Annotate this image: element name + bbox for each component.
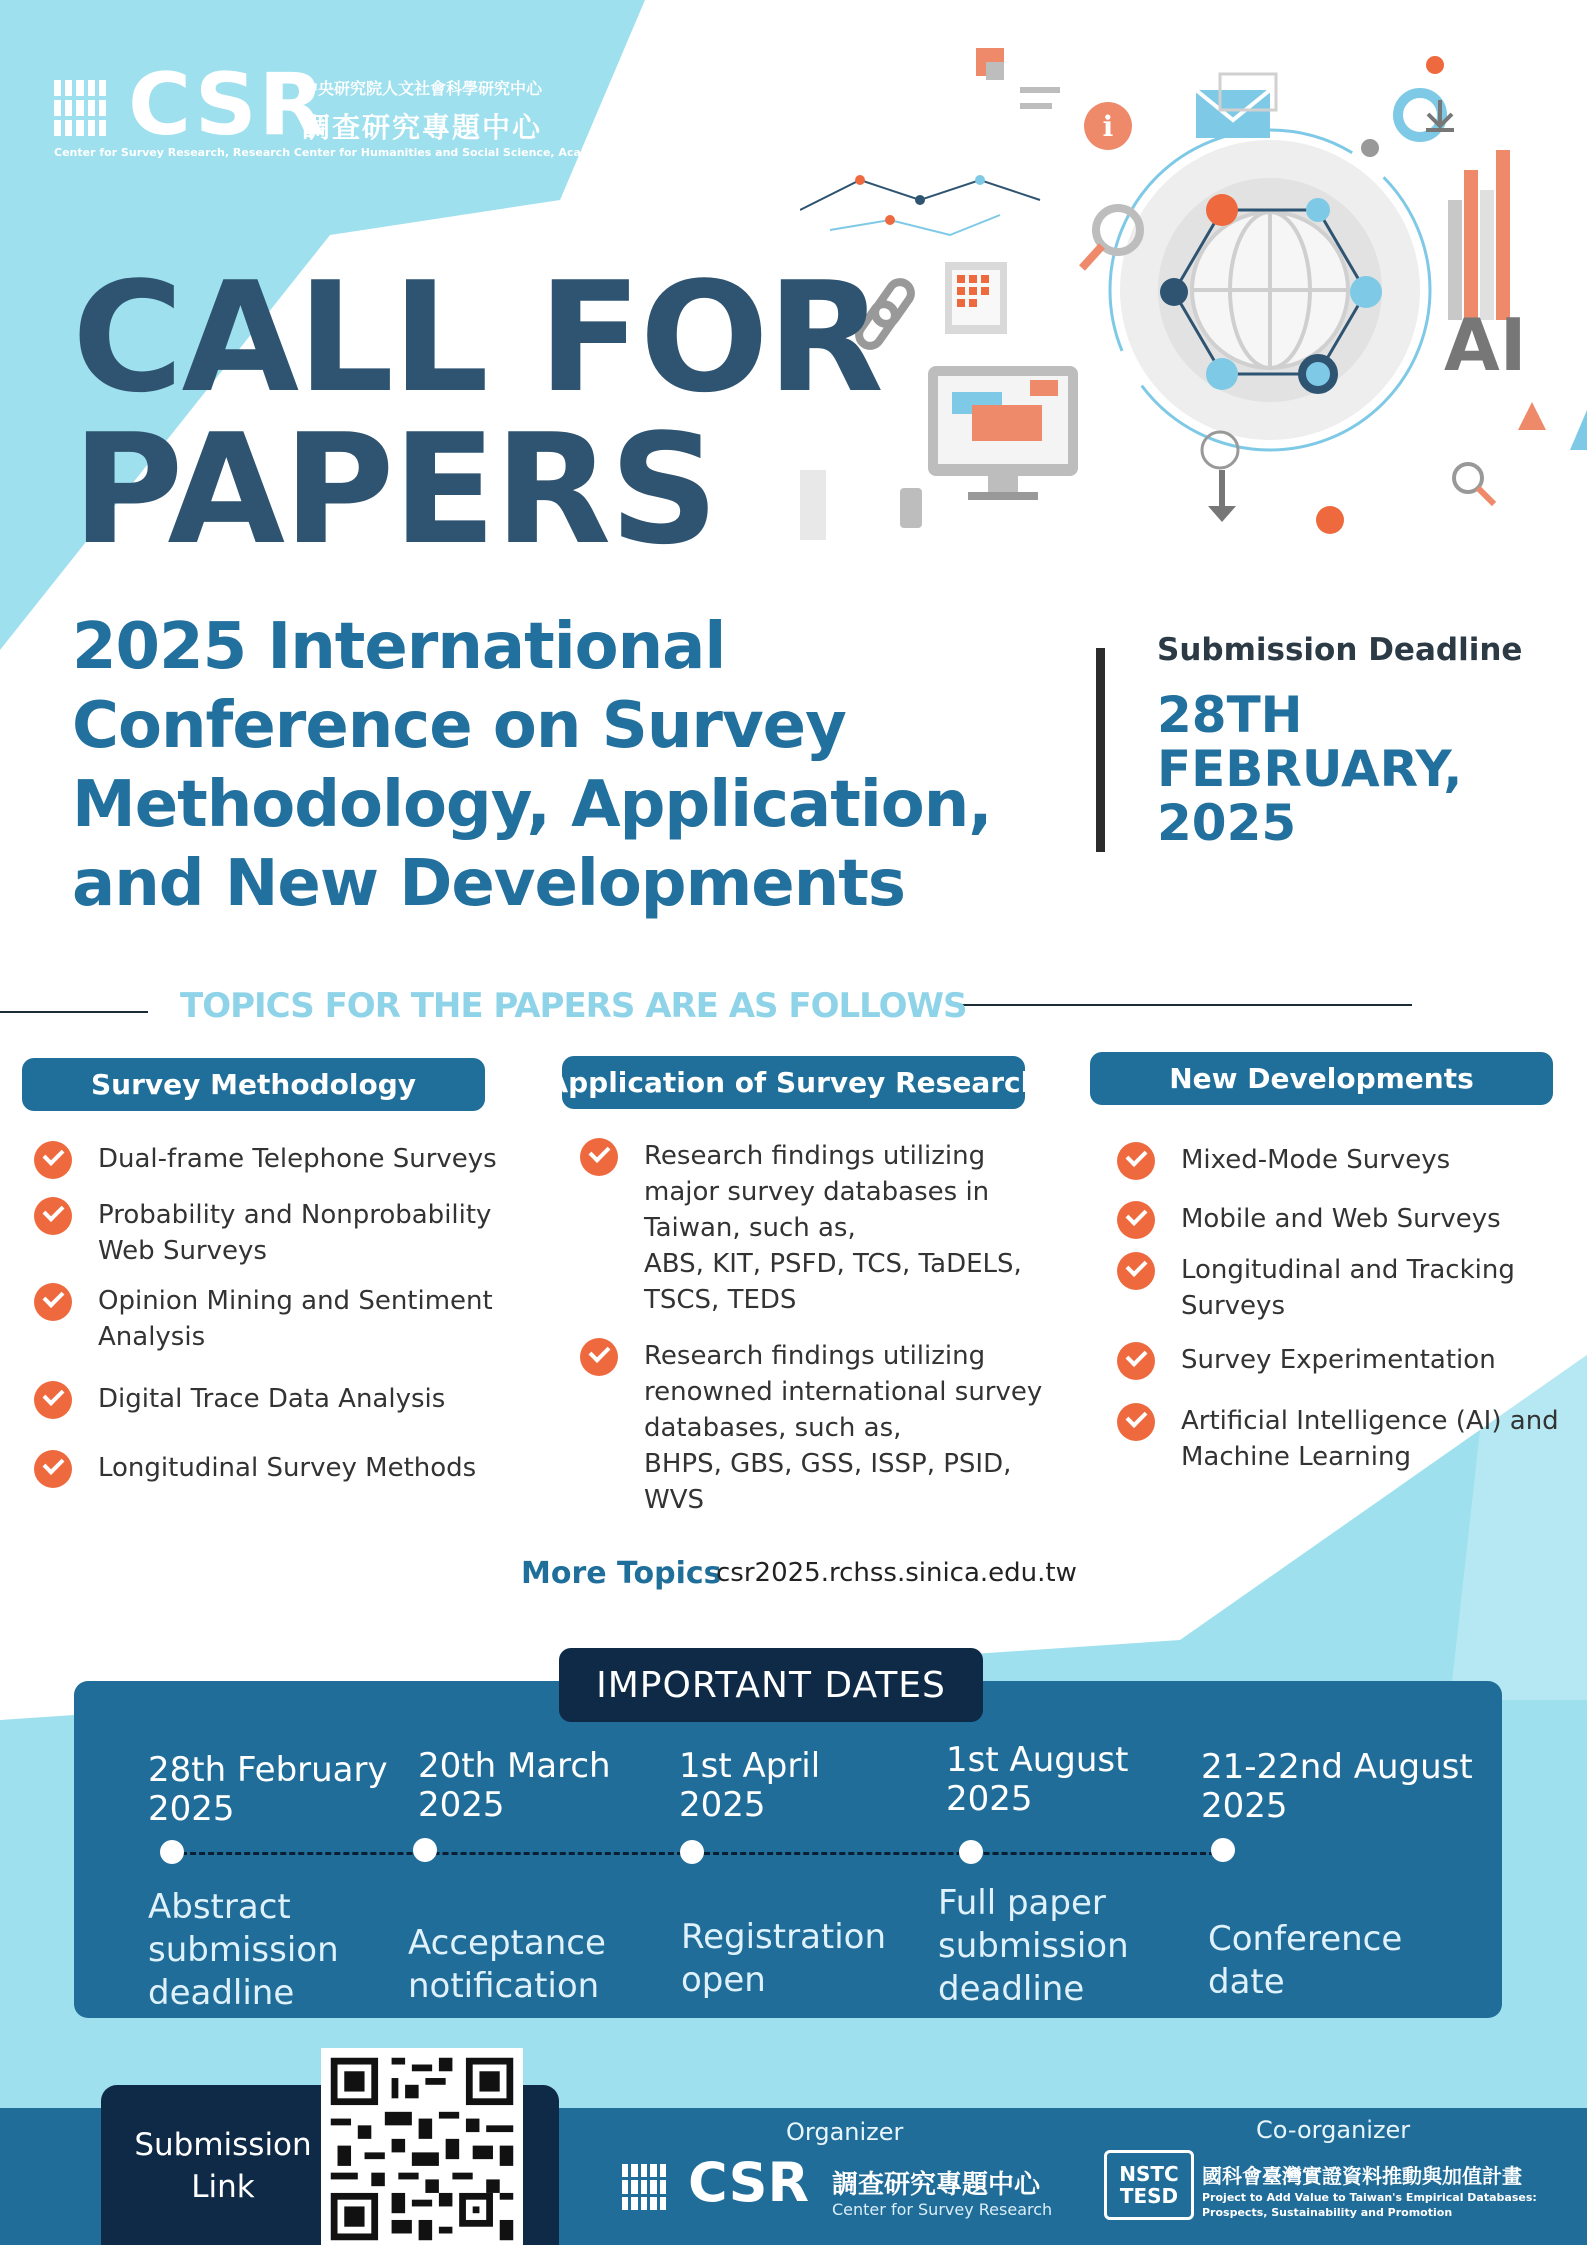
deadline-divider bbox=[1096, 648, 1105, 852]
topic-item: Digital Trace Data Analysis bbox=[34, 1381, 445, 1419]
center-name-en: Center for Survey Research, Research Center for Humanities and Social Science, Academia Sinica bbox=[54, 146, 660, 159]
check-icon bbox=[580, 1338, 618, 1376]
tech-illustration bbox=[800, 30, 1587, 550]
important-dates-title: IMPORTANT DATES bbox=[559, 1648, 983, 1722]
organizer-label: Organizer bbox=[786, 2118, 904, 2146]
topic-item: Research findings utilizing renowned international survey databases, such as, BHPS, GBS, GSS, ISSP, PSID, WVS bbox=[580, 1338, 1042, 1518]
title-line-1: CALL FOR bbox=[72, 249, 882, 426]
timeline-event: Full paper submission deadline bbox=[938, 1883, 1129, 2009]
topics-heading: TOPICS FOR THE PAPERS ARE AS FOLLOWS bbox=[180, 986, 967, 1026]
check-icon bbox=[34, 1450, 72, 1488]
check-icon bbox=[34, 1141, 72, 1179]
csr-logo-mark bbox=[54, 80, 106, 136]
submission-link-label: Submission Link bbox=[134, 2127, 312, 2205]
timeline-date: 1st August 2025 bbox=[946, 1740, 1129, 1819]
check-icon bbox=[34, 1283, 72, 1321]
timeline-event: Abstract submission deadline bbox=[148, 1887, 339, 2013]
deadline-label: Submission Deadline bbox=[1157, 632, 1523, 668]
organizer-name-cn: 調查研究專題中心 bbox=[832, 2170, 1041, 2200]
nstc-tesd-logo: NSTC TESD bbox=[1104, 2150, 1194, 2220]
topic-item: Survey Experimentation bbox=[1117, 1342, 1496, 1380]
timeline-event: Registration open bbox=[681, 1917, 887, 2000]
check-icon bbox=[580, 1138, 618, 1176]
topic-item: Dual-frame Telephone Surveys bbox=[34, 1141, 497, 1179]
topic-item: Research findings utilizing major survey databases in Taiwan, such as, ABS, KIT, PSFD, TCS, TaDELS, TSCS, TEDS bbox=[580, 1138, 1022, 1318]
check-icon bbox=[1117, 1201, 1155, 1239]
csr-logo-text: CSR bbox=[128, 55, 327, 155]
organizer-name-en: Center for Survey Research bbox=[832, 2200, 1053, 2219]
institute-name-cn: 中央研究院人文社會科學研究中心 bbox=[302, 79, 543, 98]
coorganizer-label: Co-organizer bbox=[1256, 2116, 1411, 2144]
column-header-new-developments: New Developments bbox=[1090, 1052, 1553, 1105]
timeline-dot bbox=[959, 1840, 983, 1864]
check-icon bbox=[34, 1197, 72, 1235]
check-icon bbox=[1117, 1252, 1155, 1290]
topics-rule-left bbox=[0, 1011, 148, 1013]
timeline-date: 20th March 2025 bbox=[418, 1746, 611, 1825]
check-icon bbox=[1117, 1142, 1155, 1180]
topic-item: Opinion Mining and Sentiment Analysis bbox=[34, 1283, 493, 1355]
topic-item: Longitudinal and Tracking Surveys bbox=[1117, 1252, 1515, 1324]
timeline-dot bbox=[1211, 1838, 1235, 1862]
timeline-date: 21-22nd August 2025 bbox=[1201, 1747, 1473, 1826]
check-icon bbox=[1117, 1403, 1155, 1441]
title-line-2: PAPERS bbox=[72, 401, 717, 578]
check-icon bbox=[1117, 1342, 1155, 1380]
timeline-date: 28th February 2025 bbox=[148, 1750, 388, 1829]
topic-item: Probability and Nonprobability Web Surveys bbox=[34, 1197, 491, 1269]
timeline-event: Acceptance notification bbox=[408, 1923, 606, 2006]
coorganizer-name-cn: 國科會臺灣實證資料推動與加值計畫 bbox=[1202, 2164, 1522, 2188]
coorganizer-name-en: Project to Add Value to Taiwan's Empirical Databases: Prospects, Sustainability and Promotion bbox=[1202, 2191, 1537, 2219]
check-icon bbox=[34, 1381, 72, 1419]
organizer-logo-text: CSR bbox=[688, 2151, 810, 2214]
topic-item: Longitudinal Survey Methods bbox=[34, 1450, 476, 1488]
timeline-dot bbox=[413, 1838, 437, 1862]
topics-rule-right bbox=[958, 1004, 1412, 1006]
column-header-application: Application of Survey Research bbox=[562, 1056, 1025, 1109]
topic-item: Mobile and Web Surveys bbox=[1117, 1201, 1501, 1239]
organizer-logo-mark bbox=[622, 2164, 666, 2210]
timeline-date: 1st April 2025 bbox=[679, 1746, 821, 1825]
column-header-survey-methodology: Survey Methodology bbox=[22, 1058, 485, 1111]
center-name-cn: 調查研究專題中心 bbox=[302, 111, 543, 144]
svg-text:i: i bbox=[1102, 110, 1114, 143]
more-topics-link[interactable]: csr2025.rchss.sinica.edu.tw bbox=[716, 1558, 1077, 1588]
deadline-date: 28TH FEBRUARY, 2025 bbox=[1157, 686, 1463, 852]
ai-label: AI bbox=[1444, 303, 1527, 387]
conference-title: 2025 International Conference on Survey Methodology, Application, and New Developments bbox=[72, 610, 992, 921]
timeline-dot bbox=[160, 1840, 184, 1864]
call-for-papers-title bbox=[72, 249, 882, 578]
more-topics-label: More Topics bbox=[521, 1556, 722, 1591]
timeline-dot bbox=[680, 1840, 704, 1864]
topic-item: Mixed-Mode Surveys bbox=[1117, 1142, 1450, 1180]
submission-qr-code[interactable] bbox=[321, 2048, 523, 2250]
topic-item: Artificial Intelligence (AI) and Machine Learning bbox=[1117, 1403, 1559, 1475]
timeline-event: Conference date bbox=[1208, 1919, 1403, 2002]
